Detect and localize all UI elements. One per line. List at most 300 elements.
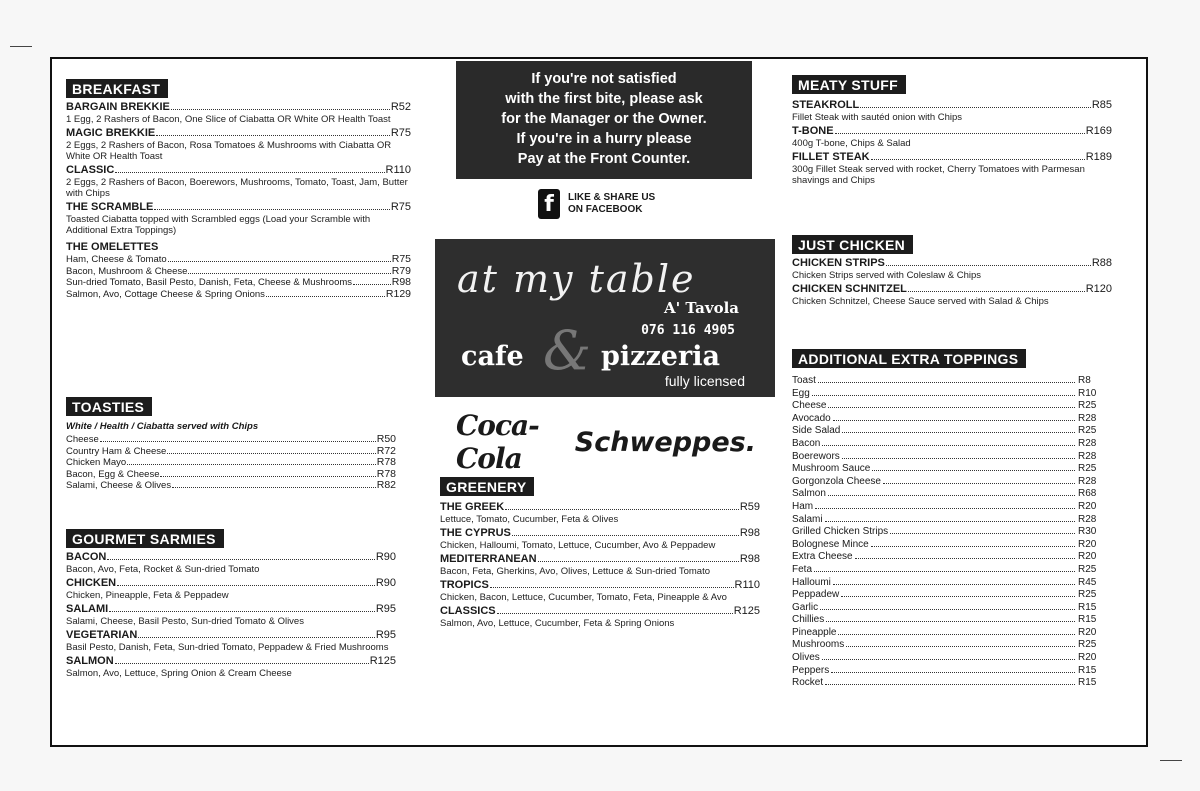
dot-leader bbox=[820, 609, 1075, 610]
item-description: Fillet Steak with sautéd onion with Chips bbox=[792, 112, 963, 123]
menu-item-row bbox=[792, 99, 1112, 112]
sarmies-heading: GOURMET SARMIES bbox=[66, 529, 224, 548]
topping-row bbox=[792, 564, 1104, 577]
topping-row bbox=[792, 589, 1104, 602]
item-name: THE GREEK bbox=[440, 501, 505, 513]
topping-row bbox=[792, 514, 1104, 527]
item-description: Basil Pesto, Danish, Feta, Sun-dried Tomato, Peppadew & Fried Mushrooms bbox=[66, 642, 389, 653]
dot-leader bbox=[117, 585, 375, 586]
sarmie-items bbox=[66, 551, 396, 679]
dot-leader bbox=[115, 172, 384, 173]
item-name: Egg bbox=[792, 387, 810, 399]
dot-leader bbox=[841, 596, 1075, 597]
dot-leader bbox=[127, 464, 376, 465]
dot-leader bbox=[872, 470, 1075, 471]
item-description: Bacon, Avo, Feta, Rocket & Sun-dried Tomato bbox=[66, 564, 260, 575]
item-price: R15 bbox=[1078, 601, 1097, 613]
item-price: R15 bbox=[1078, 677, 1097, 689]
dot-leader bbox=[828, 407, 1075, 408]
item-name: Rocket bbox=[792, 677, 824, 689]
menu-item bbox=[66, 101, 411, 125]
coca-cola-logo: Coca-Cola bbox=[456, 409, 539, 475]
item-name: Bacon, Egg & Cheese bbox=[66, 468, 160, 480]
chicken-heading: JUST CHICKEN bbox=[792, 235, 913, 254]
item-price: R125 bbox=[733, 605, 760, 617]
item-name: T-BONE bbox=[792, 125, 834, 137]
dot-leader bbox=[512, 535, 739, 536]
menu-item-row bbox=[792, 151, 1112, 164]
dot-leader bbox=[838, 634, 1075, 635]
item-name: VEGETARIAN bbox=[66, 629, 138, 641]
sub-item-row bbox=[66, 469, 396, 481]
topping-items bbox=[792, 375, 1104, 690]
topping-row bbox=[792, 539, 1104, 552]
dot-leader bbox=[497, 613, 733, 614]
item-name: Cheese bbox=[792, 400, 827, 412]
item-name: Pineapple bbox=[792, 626, 837, 638]
item-name: Salami, Cheese & Olives bbox=[66, 480, 172, 491]
item-price: R8 bbox=[1078, 375, 1091, 386]
dot-leader bbox=[833, 420, 1075, 421]
item-price: R75 bbox=[391, 253, 411, 265]
dot-leader bbox=[835, 133, 1085, 134]
item-name: Mushroom Sauce bbox=[792, 463, 871, 475]
notice-line-4: If you're in a hurry please bbox=[516, 131, 692, 147]
item-name: Salmon, Avo, Cottage Cheese & Spring Onions bbox=[66, 288, 265, 300]
item-price: R25 bbox=[1078, 425, 1097, 437]
item-name: Ham bbox=[792, 500, 814, 512]
item-description: Chicken, Bacon, Lettuce, Cucumber, Tomato, Feta, Pineapple & Avo bbox=[440, 592, 727, 603]
item-price: R95 bbox=[375, 603, 396, 615]
chicken-items bbox=[792, 257, 1112, 307]
item-name: Chillies bbox=[792, 614, 825, 626]
item-name: THE CYPRUS bbox=[440, 527, 511, 539]
omelettes-item bbox=[66, 241, 411, 300]
crop-mark-bottom-right bbox=[1160, 760, 1182, 761]
dot-leader bbox=[822, 659, 1075, 660]
item-name: Sun-dried Tomato, Basil Pesto, Danish, Feta, Cheese & Mushrooms bbox=[66, 277, 353, 288]
item-name: CHICKEN bbox=[66, 577, 117, 589]
item-description: Salmon, Avo, Lettuce, Spring Onion & Cream Cheese bbox=[66, 668, 292, 679]
menu-item bbox=[792, 99, 1112, 123]
breakfast-items bbox=[66, 101, 411, 236]
menu-item-row bbox=[440, 553, 760, 566]
facebook-line-2: ON FACEBOOK bbox=[568, 204, 643, 215]
item-price: R88 bbox=[1091, 257, 1112, 269]
dot-leader bbox=[855, 558, 1075, 559]
item-price: R98 bbox=[739, 527, 760, 539]
item-name: BACON bbox=[66, 551, 107, 563]
menu-item bbox=[792, 151, 1112, 186]
topping-row bbox=[792, 438, 1104, 451]
item-price: R79 bbox=[391, 264, 411, 277]
toasties-section bbox=[66, 397, 411, 492]
dot-leader bbox=[890, 533, 1075, 534]
item-name: Bacon bbox=[792, 437, 821, 449]
item-name: SALAMI bbox=[66, 603, 109, 615]
item-price: R25 bbox=[1078, 400, 1097, 412]
toppings-heading: ADDITIONAL EXTRA TOPPINGS bbox=[792, 349, 1026, 368]
item-name: Toast bbox=[792, 375, 816, 386]
item-price: R30 bbox=[1078, 526, 1097, 538]
item-price: R15 bbox=[1078, 664, 1097, 676]
brand-logos bbox=[456, 409, 756, 475]
dot-leader bbox=[822, 445, 1075, 446]
item-name: Chicken Mayo bbox=[66, 457, 127, 468]
item-price: R189 bbox=[1085, 151, 1112, 163]
item-price: R52 bbox=[390, 101, 411, 113]
topping-row bbox=[792, 375, 1104, 388]
menu-item bbox=[66, 655, 396, 679]
dot-leader bbox=[812, 395, 1075, 396]
item-price: R20 bbox=[1078, 652, 1097, 664]
item-description: 2 Eggs, 2 Rashers of Bacon, Rosa Tomatoes & Mushrooms with Ciabatta OR White OR Health Toast bbox=[66, 140, 392, 162]
sub-item-row bbox=[66, 266, 411, 278]
dot-leader bbox=[815, 508, 1075, 509]
dot-leader bbox=[172, 487, 376, 488]
item-description: Toasted Ciabatta topped with Scrambled eggs (Load your Scramble with Additional Extra Toppings) bbox=[66, 214, 371, 236]
toppings-section bbox=[792, 349, 1112, 690]
item-price: R169 bbox=[1085, 125, 1112, 137]
greenery-heading: GREENERY bbox=[440, 477, 534, 496]
topping-row bbox=[792, 526, 1104, 539]
item-price: R28 bbox=[1078, 513, 1097, 525]
logo-pizzeria: pizzeria bbox=[601, 341, 720, 372]
item-price: R95 bbox=[375, 629, 396, 641]
logo-ampersand: & bbox=[543, 319, 592, 382]
item-description: 2 Eggs, 2 Rashers of Bacon, Boerewors, Mushrooms, Tomato, Toast, Jam, Butter with Chips bbox=[66, 177, 408, 199]
topping-row bbox=[792, 577, 1104, 590]
item-price: R82 bbox=[376, 479, 396, 491]
item-price: R28 bbox=[1078, 475, 1097, 487]
topping-row bbox=[792, 551, 1104, 564]
menu-item-row bbox=[66, 101, 411, 114]
item-name: CHICKEN STRIPS bbox=[792, 257, 885, 269]
satisfaction-notice bbox=[456, 61, 752, 179]
item-price: R45 bbox=[1078, 576, 1097, 588]
dot-leader bbox=[871, 546, 1075, 547]
item-price: R90 bbox=[375, 577, 396, 589]
item-name: Peppers bbox=[792, 664, 830, 676]
menu-item bbox=[66, 629, 396, 653]
dot-leader bbox=[831, 672, 1075, 673]
menu-item-row bbox=[66, 201, 411, 214]
item-price: R125 bbox=[369, 655, 396, 667]
item-price: R129 bbox=[385, 287, 411, 300]
dot-leader bbox=[538, 561, 739, 562]
item-price: R78 bbox=[376, 467, 396, 480]
item-price: R68 bbox=[1078, 488, 1097, 500]
item-description: Salmon, Avo, Lettuce, Cucumber, Feta & Spring Onions bbox=[440, 618, 675, 629]
chicken-section bbox=[792, 235, 1112, 307]
menu-item-row bbox=[440, 579, 760, 592]
item-name: Ham, Cheese & Tomato bbox=[66, 254, 167, 265]
menu-item-row bbox=[66, 127, 411, 140]
meaty-section bbox=[792, 75, 1112, 186]
dot-leader bbox=[833, 584, 1075, 585]
logo-licensed: fully licensed bbox=[664, 373, 745, 389]
toastie-items bbox=[66, 434, 396, 492]
toasties-heading: TOASTIES bbox=[66, 397, 152, 416]
dot-leader bbox=[109, 611, 375, 612]
menu-item-row bbox=[66, 655, 396, 668]
dot-leader bbox=[353, 284, 391, 285]
menu-item bbox=[440, 527, 760, 551]
dot-leader bbox=[842, 432, 1075, 433]
menu-item-row bbox=[66, 577, 396, 590]
item-name: Boerewors bbox=[792, 450, 840, 462]
item-name: MAGIC BREKKIE bbox=[66, 127, 156, 139]
menu-item-row bbox=[792, 283, 1112, 296]
menu-item bbox=[792, 125, 1112, 149]
menu-item bbox=[792, 257, 1112, 281]
dot-leader bbox=[138, 637, 375, 638]
meaty-heading: MEATY STUFF bbox=[792, 75, 906, 94]
item-name: SALMON bbox=[66, 655, 114, 667]
item-description: 300g Fillet Steak served with rocket, Cherry Tomatoes with Parmesan shavings and Chips bbox=[792, 164, 1085, 186]
restaurant-logo bbox=[435, 239, 775, 397]
topping-row bbox=[792, 652, 1104, 665]
sub-item-row bbox=[66, 446, 396, 458]
facebook-promo bbox=[538, 189, 655, 219]
item-price: R15 bbox=[1078, 614, 1097, 626]
item-price: R25 bbox=[1078, 463, 1097, 475]
item-description: Chicken Strips served with Coleslaw & Chips bbox=[792, 270, 982, 281]
item-name: Cheese bbox=[66, 434, 99, 445]
item-price: R120 bbox=[1085, 283, 1112, 295]
menu-item bbox=[440, 553, 760, 577]
item-name: Side Salad bbox=[792, 425, 841, 437]
item-price: R75 bbox=[390, 127, 411, 139]
item-price: R75 bbox=[390, 201, 411, 213]
crop-mark-top-left bbox=[10, 46, 32, 47]
topping-row bbox=[792, 639, 1104, 652]
item-price: R72 bbox=[376, 444, 396, 457]
menu-item bbox=[440, 579, 760, 603]
facebook-icon: f bbox=[538, 189, 560, 219]
item-name: Bacon, Mushroom & Cheese bbox=[66, 265, 188, 277]
item-price: R59 bbox=[739, 501, 760, 513]
menu-item-row bbox=[440, 501, 760, 514]
item-price: R78 bbox=[376, 456, 396, 468]
menu-item bbox=[792, 283, 1112, 307]
item-name: CLASSICS bbox=[440, 605, 496, 617]
item-price: R20 bbox=[1078, 500, 1097, 512]
logo-subtitle: A' Tavola bbox=[663, 299, 739, 317]
topping-row bbox=[792, 614, 1104, 627]
item-name: Halloumi bbox=[792, 576, 831, 588]
item-name: Country Ham & Cheese bbox=[66, 445, 167, 457]
facebook-line-1: LIKE & SHARE US bbox=[568, 192, 656, 203]
item-name: Olives bbox=[792, 652, 820, 664]
menu-item bbox=[440, 605, 760, 629]
topping-row bbox=[792, 501, 1104, 514]
topping-row bbox=[792, 677, 1104, 690]
notice-line-3: for the Manager or the Owner. bbox=[501, 111, 707, 127]
item-price: R98 bbox=[739, 553, 760, 565]
dot-leader bbox=[846, 646, 1075, 647]
sub-item-row bbox=[66, 277, 411, 289]
dot-leader bbox=[860, 107, 1091, 108]
omelettes-title: THE OMELETTES bbox=[66, 241, 159, 253]
item-description: Chicken Schnitzel, Cheese Sauce served with Salad & Chips bbox=[792, 296, 1049, 307]
dot-leader bbox=[814, 571, 1075, 572]
item-price: R25 bbox=[1078, 589, 1097, 601]
topping-row bbox=[792, 451, 1104, 464]
topping-row bbox=[792, 476, 1104, 489]
item-name: Feta bbox=[792, 563, 813, 575]
item-price: R110 bbox=[734, 579, 760, 591]
item-name: Gorgonzola Cheese bbox=[792, 475, 881, 487]
omelette-items bbox=[66, 254, 411, 300]
dot-leader bbox=[171, 109, 390, 110]
item-name: Bolognese Mince bbox=[792, 538, 869, 550]
item-name: MEDITERRANEAN bbox=[440, 553, 537, 565]
menu-item bbox=[66, 127, 411, 162]
dot-leader bbox=[168, 261, 391, 262]
menu-item bbox=[66, 577, 396, 601]
item-name: Salmon bbox=[792, 488, 826, 500]
topping-row bbox=[792, 413, 1104, 426]
menu-item-row bbox=[66, 164, 411, 177]
sub-item-row bbox=[66, 254, 411, 266]
dot-leader bbox=[842, 458, 1075, 459]
item-name: Mushrooms bbox=[792, 639, 845, 651]
item-name: THE SCRAMBLE bbox=[66, 201, 154, 213]
item-description: Chicken, Pineapple, Feta & Peppadew bbox=[66, 590, 229, 601]
item-price: R25 bbox=[1078, 639, 1097, 651]
item-price: R90 bbox=[375, 551, 396, 563]
sub-item-row bbox=[66, 434, 396, 446]
menu-item-row bbox=[792, 257, 1112, 270]
item-price: R110 bbox=[385, 164, 411, 176]
item-description: Bacon, Feta, Gherkins, Avo, Olives, Lettuce & Sun-dried Tomato bbox=[440, 566, 711, 577]
topping-row bbox=[792, 488, 1104, 501]
dot-leader bbox=[160, 476, 375, 477]
greenery-items bbox=[440, 501, 760, 629]
menu-sheet bbox=[50, 57, 1148, 747]
item-name: Extra Cheese bbox=[792, 551, 853, 563]
dot-leader bbox=[825, 684, 1075, 685]
menu-item bbox=[440, 501, 760, 525]
topping-row bbox=[792, 602, 1104, 615]
menu-item-row bbox=[440, 527, 760, 540]
item-price: R20 bbox=[1078, 538, 1097, 550]
dot-leader bbox=[490, 587, 734, 588]
breakfast-section bbox=[66, 79, 411, 300]
dot-leader bbox=[167, 453, 375, 454]
sub-item-row bbox=[66, 480, 396, 492]
item-price: R20 bbox=[1078, 551, 1097, 563]
item-description: 400g T-bone, Chips & Salad bbox=[792, 138, 911, 149]
item-name: Avocado bbox=[792, 412, 831, 424]
dot-leader bbox=[154, 209, 389, 210]
notice-line-5: Pay at the Front Counter. bbox=[517, 151, 691, 167]
sub-item-row bbox=[66, 289, 411, 301]
item-price: R85 bbox=[1091, 99, 1112, 111]
item-name: TROPICS bbox=[440, 579, 489, 591]
topping-row bbox=[792, 627, 1104, 640]
item-price: R25 bbox=[1078, 563, 1097, 575]
item-price: R50 bbox=[376, 433, 396, 445]
menu-item-row bbox=[66, 629, 396, 642]
item-description: Chicken, Halloumi, Tomato, Lettuce, Cucumber, Avo & Peppadew bbox=[440, 540, 716, 551]
topping-row bbox=[792, 665, 1104, 678]
menu-item bbox=[66, 551, 396, 575]
item-description: Salami, Cheese, Basil Pesto, Sun-dried Tomato & Olives bbox=[66, 616, 304, 627]
menu-item bbox=[66, 201, 411, 236]
item-price: R20 bbox=[1078, 626, 1097, 638]
dot-leader bbox=[828, 495, 1075, 496]
notice-line-1: If you're not satisfied bbox=[531, 71, 677, 87]
logo-phone: 076 116 4905 bbox=[641, 323, 735, 338]
item-name: FILLET STEAK bbox=[792, 151, 870, 163]
item-price: R28 bbox=[1078, 437, 1097, 449]
toasties-note: White / Health / Ciabatta served with Chips bbox=[66, 421, 259, 432]
dot-leader bbox=[107, 559, 374, 560]
dot-leader bbox=[188, 273, 390, 274]
topping-row bbox=[792, 400, 1104, 413]
menu-item-row bbox=[792, 125, 1112, 138]
item-name: Grilled Chicken Strips bbox=[792, 526, 889, 538]
menu-item bbox=[66, 164, 411, 199]
item-price: R28 bbox=[1078, 450, 1097, 462]
dot-leader bbox=[100, 441, 376, 442]
dot-leader bbox=[156, 135, 390, 136]
dot-leader bbox=[266, 296, 385, 297]
item-description: Lettuce, Tomato, Cucumber, Feta & Olives bbox=[440, 514, 619, 525]
dot-leader bbox=[818, 382, 1075, 383]
dot-leader bbox=[505, 509, 739, 510]
meaty-items bbox=[792, 99, 1112, 186]
dot-leader bbox=[886, 265, 1091, 266]
sub-item-row bbox=[66, 457, 396, 469]
item-name: Garlic bbox=[792, 601, 819, 613]
menu-item-row bbox=[66, 551, 396, 564]
topping-row bbox=[792, 425, 1104, 438]
topping-row bbox=[792, 463, 1104, 476]
item-description: 1 Egg, 2 Rashers of Bacon, One Slice of Ciabatta OR White OR Health Toast bbox=[66, 114, 391, 125]
facebook-text bbox=[568, 192, 655, 216]
menu-item-row bbox=[440, 605, 760, 618]
menu-item bbox=[66, 603, 396, 627]
item-name: Peppadew bbox=[792, 589, 840, 601]
notice-line-2: with the first bite, please ask bbox=[505, 91, 703, 107]
dot-leader bbox=[908, 291, 1085, 292]
dot-leader bbox=[115, 663, 369, 664]
item-name: BARGAIN BREKKIE bbox=[66, 101, 170, 113]
schweppes-logo: Schweppes. bbox=[574, 426, 756, 458]
item-price: R98 bbox=[391, 276, 411, 288]
item-name: Salami bbox=[792, 513, 823, 525]
logo-cafe: cafe bbox=[461, 341, 524, 372]
item-name: CLASSIC bbox=[66, 164, 115, 176]
dot-leader bbox=[871, 159, 1085, 160]
logo-script: at my table bbox=[457, 257, 696, 301]
dot-leader bbox=[883, 483, 1075, 484]
greenery-section bbox=[440, 477, 760, 629]
dot-leader bbox=[825, 521, 1075, 522]
topping-row bbox=[792, 388, 1104, 401]
sarmies-section bbox=[66, 529, 411, 679]
item-name: STEAKROLL bbox=[792, 99, 860, 111]
dot-leader bbox=[826, 621, 1075, 622]
item-price: R28 bbox=[1078, 412, 1097, 424]
menu-item-row bbox=[66, 603, 396, 616]
breakfast-heading: BREAKFAST bbox=[66, 79, 168, 98]
item-name: CHICKEN SCHNITZEL bbox=[792, 283, 907, 295]
item-price: R10 bbox=[1078, 387, 1097, 399]
